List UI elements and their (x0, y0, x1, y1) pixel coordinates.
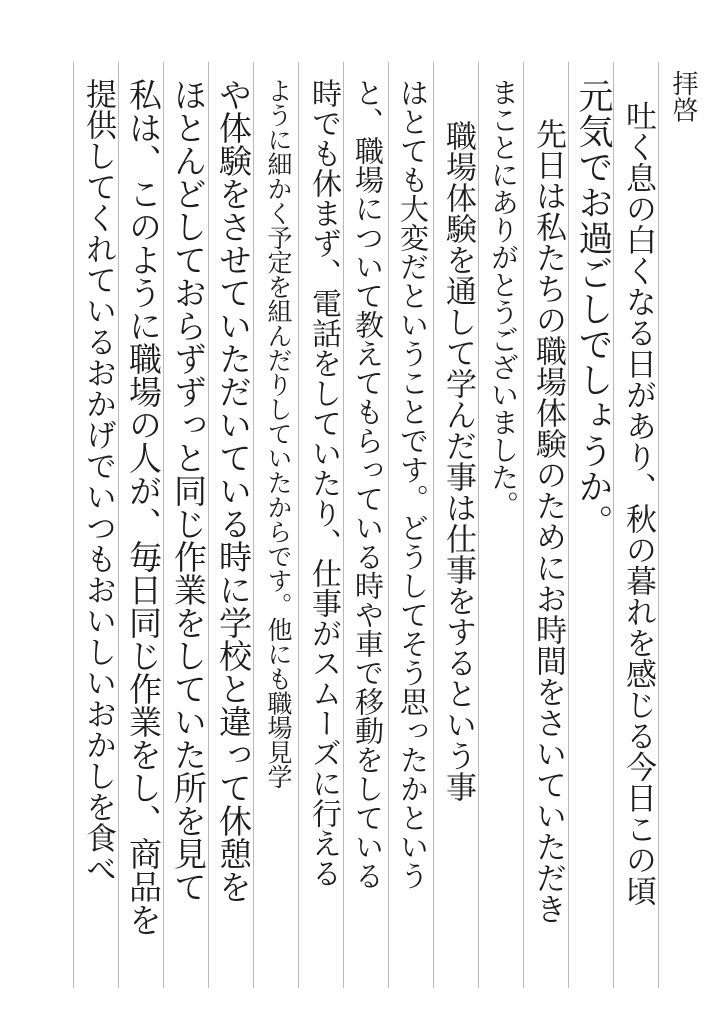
letter-line-3: 先日は私たちの職場体験のためにお時間をさいていただき (530, 118, 566, 924)
letter-line-5: 職場体験を通して学んだ事は仕事をするという事 (440, 120, 476, 802)
letter-line-12: 私は、このように職場の人が、毎日同じ作業をし、商品を (124, 78, 163, 936)
letter-line-11: ほとんどしておらずずっと同じ作業をしていた所を見て (169, 78, 208, 903)
letter-greeting: 拝啓 (668, 70, 698, 123)
ruled-line (73, 62, 74, 988)
letter-line-10: や体験をさせていただいている時に学校と違って休憩を (214, 78, 253, 903)
letter-line-9: ように細かく予定を組んだりしていたからです。他にも職場見学 (264, 78, 293, 789)
letter-line-2: 元気でお過ごしでしょうか。 (573, 78, 613, 540)
letter-line-8: 時でも休まず、電話をしていたり、仕事がスムーズに行える (306, 78, 341, 888)
letter-line-1: 吐く息の白くなる日があり、秋の暮れを感じる今日この頃 (620, 100, 656, 906)
letter-line-13: 提供してくれているおかげでいつもおいしいおかしを食べ (80, 78, 116, 884)
letter-line-7: と、職場について教えてもらっている時や車で移動をしている (351, 78, 385, 890)
letter-line-4: まことにありがとうございました。 (487, 78, 520, 518)
letter-line-6: はとても大変だということです。どうしてそう思ったかという (396, 78, 430, 890)
